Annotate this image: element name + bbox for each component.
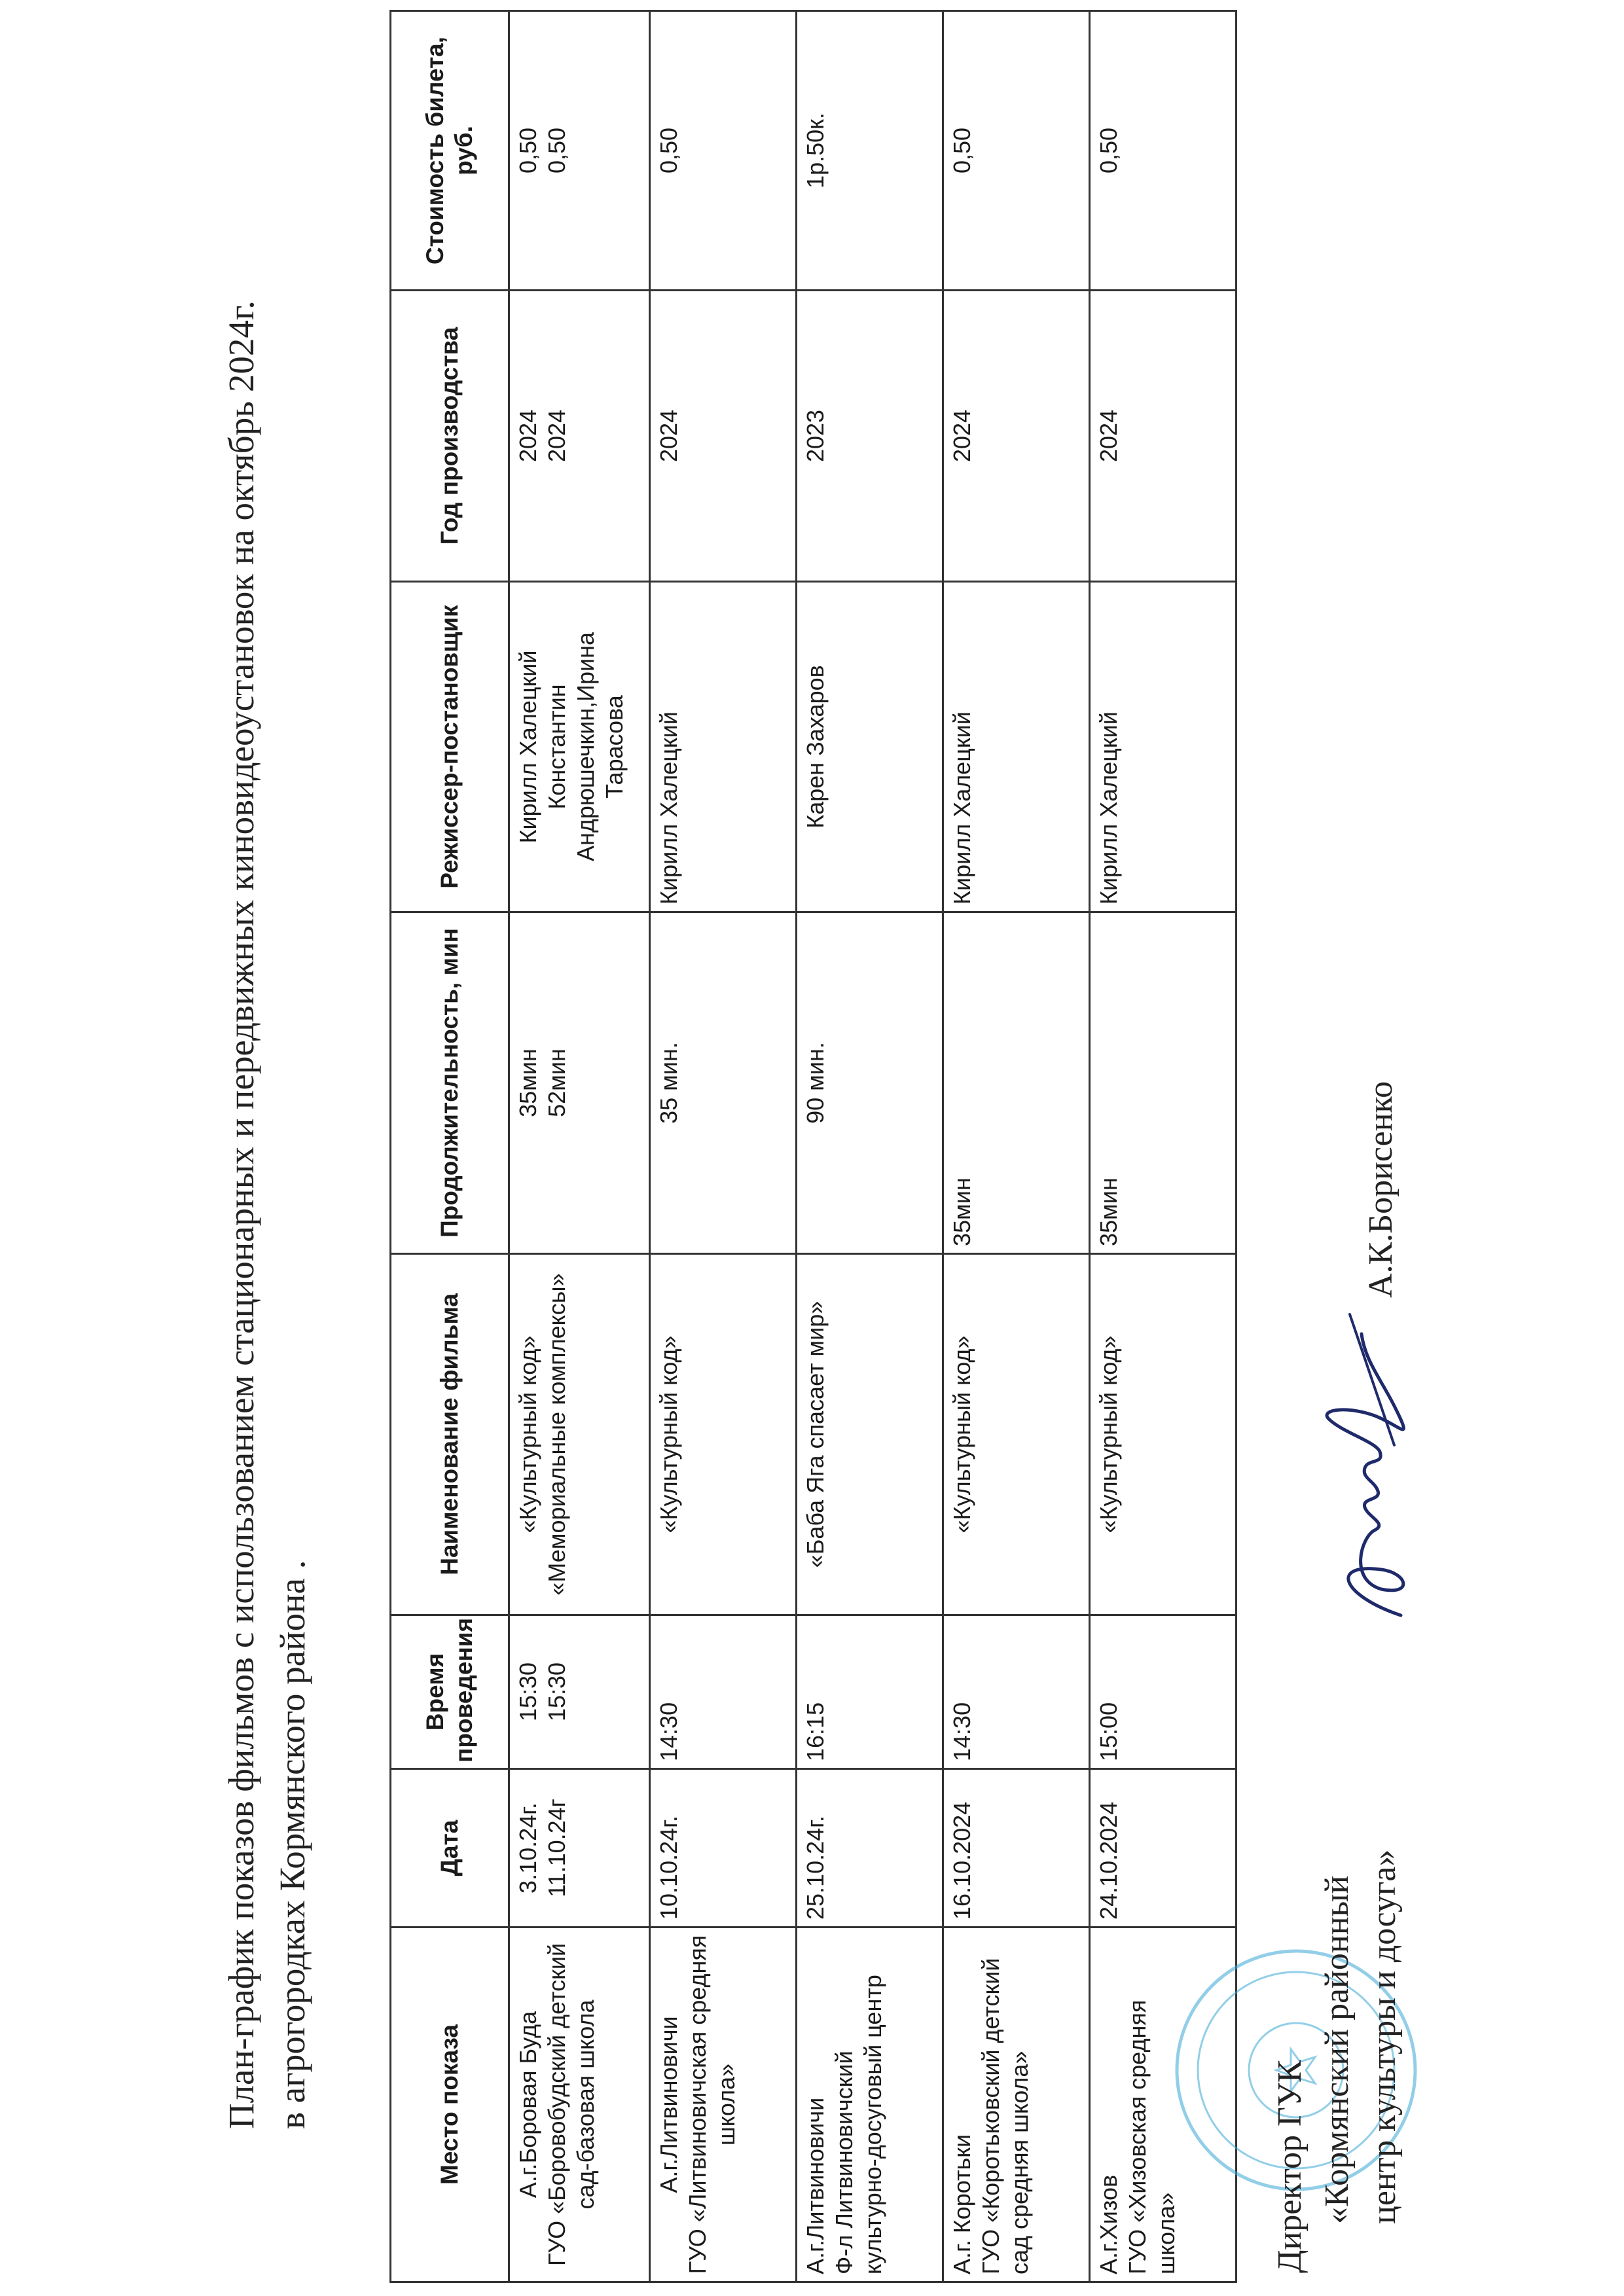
cell-director: Кирилл Халецкий bbox=[1090, 582, 1236, 912]
cell-time: 14:30 bbox=[650, 1615, 797, 1769]
signer-position: Директор ГУК bbox=[1271, 2060, 1308, 2273]
cell-year: 2024 bbox=[943, 291, 1090, 582]
cell-film: «Культурный код» bbox=[650, 1254, 797, 1615]
title-line-1: План-график показов фильмов с использованием стационарных и передвижных киновидеоустановок на октябрь 2024г. bbox=[221, 300, 261, 2129]
cell-line: 0,50 bbox=[514, 127, 541, 174]
cell-duration: 35 мин. bbox=[650, 912, 797, 1254]
header-price: Стоимость билета, руб. bbox=[391, 11, 509, 291]
cell-date: 16.10.2024 bbox=[943, 1769, 1090, 1928]
cell-date: 24.10.2024 bbox=[1090, 1769, 1236, 1928]
cell-date: 10.10.24г. bbox=[650, 1769, 797, 1928]
cell-line: 52мин bbox=[543, 1049, 570, 1117]
table-row bbox=[650, 11, 797, 2282]
document-title bbox=[216, 100, 318, 2129]
schedule-table bbox=[389, 10, 1237, 2283]
title-line-2: в агрогородках Кормянского района . bbox=[272, 1560, 312, 2129]
cell-director: Кирилл Халецкий bbox=[650, 582, 797, 912]
cell-line: А.г.Боровая Буда bbox=[514, 2011, 541, 2198]
cell-line: А.г. Коротьки bbox=[948, 2134, 975, 2274]
cell-price: 0,50 bbox=[943, 11, 1090, 291]
cell-year: 2023 bbox=[797, 291, 943, 582]
cell-line: Ф-л Литвиновичский культурно-досуговый центр bbox=[831, 1975, 886, 2274]
header-duration: Продолжительность, мин bbox=[391, 912, 509, 1254]
header-year: Год производства bbox=[391, 291, 509, 582]
cell-film: «Культурный код» bbox=[1090, 1254, 1236, 1615]
cell-date: 25.10.24г. bbox=[797, 1769, 943, 1928]
table-row bbox=[943, 11, 1090, 2282]
cell-place bbox=[943, 1928, 1090, 2282]
cell-film bbox=[509, 1254, 650, 1615]
signer-organization-cont: центр культуры и досуга» bbox=[1365, 1849, 1403, 2224]
cell-price: 0,50 bbox=[1090, 11, 1236, 291]
cell-time: 16:15 bbox=[797, 1615, 943, 1769]
cell-line: 11.10.24г bbox=[543, 1799, 570, 1897]
cell-director: Карен Захаров bbox=[797, 582, 943, 912]
cell-year: 2024 bbox=[650, 291, 797, 582]
cell-year bbox=[509, 291, 650, 582]
handwritten-signature bbox=[1303, 1301, 1434, 1641]
header-row bbox=[391, 11, 509, 2282]
header-place: Место показа bbox=[391, 1928, 509, 2282]
cell-line: 15:30 bbox=[514, 1662, 541, 1722]
signature-block bbox=[1267, 1850, 1408, 2273]
cell-time: 14:30 bbox=[943, 1615, 1090, 1769]
cell-line: А.г.Хизов bbox=[1095, 2174, 1122, 2274]
cell-time bbox=[509, 1615, 650, 1769]
cell-director: Кирилл Халецкий bbox=[943, 582, 1090, 912]
cell-line: Кирилл Халецкий bbox=[514, 650, 541, 844]
cell-year: 2024 bbox=[1090, 291, 1236, 582]
cell-duration: 35мин bbox=[1090, 912, 1236, 1254]
cell-line: 0,50 bbox=[543, 127, 570, 174]
table-row bbox=[1090, 11, 1236, 2282]
table-row bbox=[797, 11, 943, 2282]
header-time: Время проведения bbox=[391, 1615, 509, 1769]
cell-line: «Мемориальные комплексы» bbox=[543, 1273, 570, 1596]
cell-time: 15:00 bbox=[1090, 1615, 1236, 1769]
cell-duration bbox=[509, 912, 650, 1254]
cell-price: 1р.50к. bbox=[797, 11, 943, 291]
cell-line: ГУО «Коротьковский детский сад средняя школа» bbox=[977, 1958, 1033, 2274]
cell-date bbox=[509, 1769, 650, 1928]
cell-line: «Культурный код» bbox=[514, 1335, 541, 1534]
cell-duration: 35мин bbox=[943, 912, 1090, 1254]
signer-organization: «Кормянский районный bbox=[1318, 1875, 1356, 2224]
cell-place bbox=[509, 1928, 650, 2282]
cell-line: 15:30 bbox=[543, 1662, 570, 1722]
signer-name: А.К.Борисенко bbox=[1362, 1081, 1399, 1298]
cell-duration: 90 мин. bbox=[797, 912, 943, 1254]
cell-line: 2024 bbox=[543, 409, 570, 463]
header-film: Наименование фильма bbox=[391, 1254, 509, 1615]
cell-film: «Баба Яга спасает мир» bbox=[797, 1254, 943, 1615]
cell-line: ГУО «Хизовская средняя школа» bbox=[1124, 2000, 1180, 2274]
cell-director bbox=[509, 582, 650, 912]
cell-place bbox=[650, 1928, 797, 2282]
cell-line: А.г.Литвиновичи bbox=[802, 2097, 829, 2274]
cell-line: 35мин bbox=[514, 1049, 541, 1117]
header-date: Дата bbox=[391, 1769, 509, 1928]
cell-line: А.г.Литвиновичи bbox=[655, 2016, 682, 2193]
cell-film: «Культурный код» bbox=[943, 1254, 1090, 1615]
cell-price bbox=[509, 11, 650, 291]
table-row bbox=[509, 11, 650, 2282]
cell-place bbox=[797, 1928, 943, 2282]
header-director: Режиссер-постановщик bbox=[391, 582, 509, 912]
cell-price: 0,50 bbox=[650, 11, 797, 291]
cell-line: Константин Андрюшечкин,Ирина Тарасова bbox=[543, 632, 628, 862]
cell-line: ГУО «Литвиновичская средняя школа» bbox=[684, 1935, 740, 2274]
cell-line: 2024 bbox=[514, 409, 541, 463]
cell-line: ГУО «Боровобудский детский сад-базовая школа bbox=[543, 1943, 599, 2267]
cell-line: 3.10.24г. bbox=[514, 1803, 541, 1893]
